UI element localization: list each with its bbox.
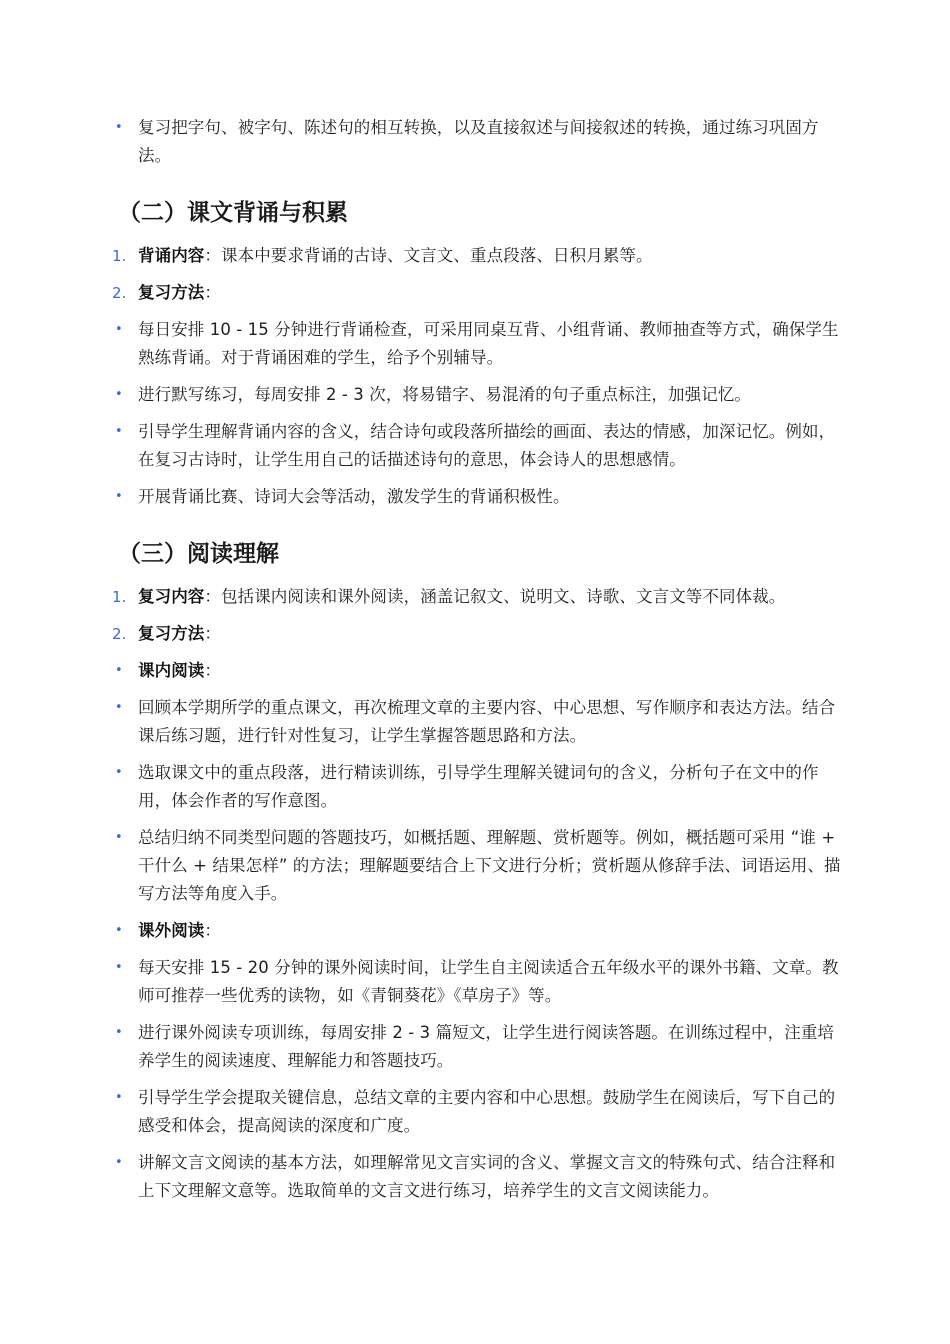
list-item xyxy=(112,381,850,409)
list-item xyxy=(112,824,850,908)
item-label: 复习方法 xyxy=(138,624,205,643)
item-label: 复习方法 xyxy=(138,283,205,302)
item-label: 课内阅读 xyxy=(138,661,205,680)
list-item-inclass-label xyxy=(112,657,850,685)
list-item xyxy=(112,1084,850,1140)
numbered-item xyxy=(112,583,850,611)
list-item-text: 回顾本学期所学的重点课文，再次梳理文章的主要内容、中心思想、写作顺序和表达方法。结合课后练习题，进行针对性复习，让学生掌握答题思路和方法。 xyxy=(138,698,836,745)
bullet-marker: • xyxy=(115,120,123,135)
list-item-text: 每天安排 15 - 20 分钟的课外阅读时间，让学生自主阅读适合五年级水平的课外书籍、文章。教师可推荐一些优秀的读物，如《青铜葵花》《草房子》等。 xyxy=(138,958,839,1005)
bullet-marker: • xyxy=(115,923,123,938)
list-item-text: 进行默写练习，每周安排 2 - 3 次，将易错字、易混淆的句子重点标注，加强记忆。 xyxy=(138,385,752,404)
item-text: ： xyxy=(204,921,222,940)
list-item xyxy=(112,418,850,474)
bullet-marker: • xyxy=(115,424,123,439)
list-item xyxy=(112,954,850,1010)
list-item-text: 每日安排 10 - 15 分钟进行背诵检查，可采用同桌互背、小组背诵、教师抽查等方式，确保学生熟练背诵。对于背诵困难的学生，给予个别辅导。 xyxy=(138,320,839,367)
item-label: 复习内容 xyxy=(138,587,205,606)
bullet-marker: • xyxy=(115,663,123,678)
numbered-item xyxy=(112,279,850,307)
list-item-text: 引导学生理解背诵内容的含义，结合诗句或段落所描绘的画面、表达的情感，加深记忆。例如，在复习古诗时，让学生用自己的话描述诗句的意思，体会诗人的思想感情。 xyxy=(138,422,836,469)
number-marker: 1. xyxy=(112,588,127,606)
bullet-marker: • xyxy=(115,489,123,504)
item-text: ： xyxy=(204,661,222,680)
list-item-outclass-label xyxy=(112,917,850,945)
bullet-marker: • xyxy=(115,387,123,402)
item-label: 背诵内容 xyxy=(138,246,205,265)
bullet-marker: • xyxy=(115,1090,123,1105)
numbered-item xyxy=(112,620,850,648)
item-label: 课外阅读 xyxy=(138,921,205,940)
list-item-text: 复习把字句、被字句、陈述句的相互转换，以及直接叙述与间接叙述的转换，通过练习巩固方法。 xyxy=(138,118,819,165)
list-item xyxy=(112,483,850,511)
list-item-text: 总结归纳不同类型问题的答题技巧，如概括题、理解题、赏析题等。例如，概括题可采用 “谁 + 干什么 + 结果怎样” 的方法；理解题要结合上下文进行分析；赏析题从修辞手法、词语运用、描写方法等角度入手。 xyxy=(138,828,841,903)
list-item xyxy=(112,759,850,815)
bullet-marker: • xyxy=(115,322,123,337)
list-item-text: 进行课外阅读专项训练，每周安排 2 - 3 篇短文，让学生进行阅读答题。在训练过程中，注重培养学生的阅读速度、理解能力和答题技巧。 xyxy=(138,1023,835,1070)
number-marker: 2. xyxy=(112,284,127,302)
list-item xyxy=(112,1019,850,1075)
section-heading-3: （三）阅读理解 xyxy=(118,541,279,567)
bullet-marker: • xyxy=(115,1025,123,1040)
section-heading-2: （二）课文背诵与积累 xyxy=(118,200,348,226)
item-text: ：包括课内阅读和课外阅读，涵盖记叙文、说明文、诗歌、文言文等不同体裁。 xyxy=(204,587,786,606)
bullet-marker: • xyxy=(115,1155,123,1170)
list-item-text: 开展背诵比赛、诗词大会等活动，激发学生的背诵积极性。 xyxy=(138,487,570,506)
item-text: ： xyxy=(204,283,222,302)
bullet-marker: • xyxy=(115,960,123,975)
bullet-marker: • xyxy=(115,830,123,845)
number-marker: 2. xyxy=(112,625,127,643)
item-text: ：课本中要求背诵的古诗、文言文、重点段落、日积月累等。 xyxy=(204,246,653,265)
list-item-text: 引导学生学会提取关键信息，总结文章的主要内容和中心思想。鼓励学生在阅读后，写下自己的感受和体会，提高阅读的深度和广度。 xyxy=(138,1088,836,1135)
numbered-item xyxy=(112,242,850,270)
list-item xyxy=(112,1149,850,1205)
list-item-text: 选取课文中的重点段落，进行精读训练，引导学生理解关键词句的含义，分析句子在文中的作用，体会作者的写作意图。 xyxy=(138,763,819,810)
list-item xyxy=(112,694,850,750)
bullet-marker: • xyxy=(115,765,123,780)
number-marker: 1. xyxy=(112,247,127,265)
list-item xyxy=(112,114,850,170)
list-item-text: 讲解文言文阅读的基本方法，如理解常见文言实词的含义、掌握文言文的特殊句式、结合注释和上下文理解文意等。选取简单的文言文进行练习，培养学生的文言文阅读能力。 xyxy=(138,1153,836,1200)
item-text: ： xyxy=(204,624,222,643)
list-item xyxy=(112,316,850,372)
bullet-marker: • xyxy=(115,700,123,715)
